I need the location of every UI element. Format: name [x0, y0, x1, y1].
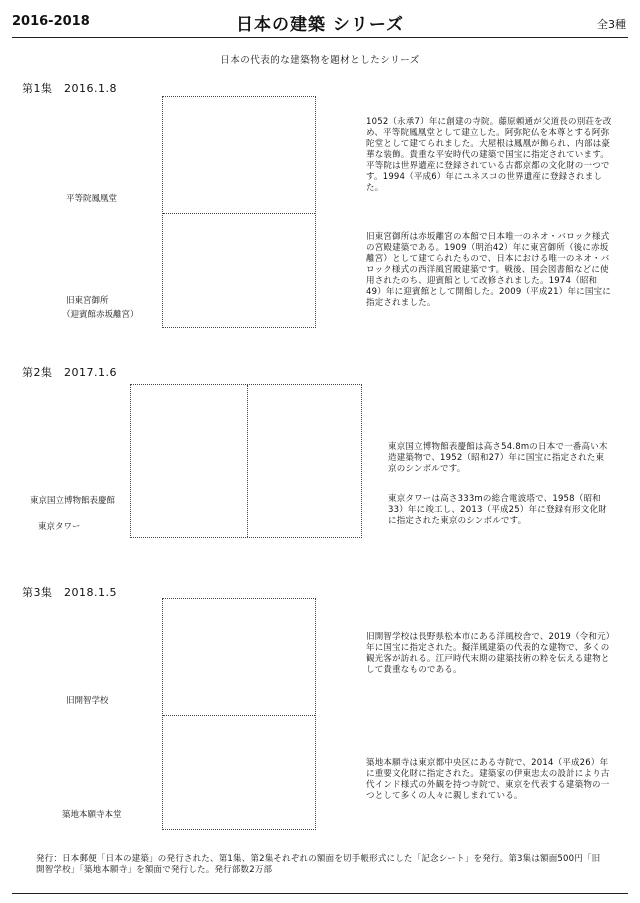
issue-1-stamp-sheet	[162, 96, 316, 328]
footer-divider	[12, 893, 628, 894]
issue-1-description-2: 旧東宮御所は赤坂離宮の本館で日本唯一のネオ・バロック様式の宮殿建築である。1909（明治42）年に東宮御所（後に赤坂離宮）として建てられたもので、日本における唯一のネオ・バロック様式の西洋風宮殿建築です。戦後、国会図書館などに使用されたのち、迎賓館として改修されました。1974（昭和49）年に迎賓館として開館した。2009（平成21）年に国宝に指定されました。	[366, 232, 611, 308]
issue-2-description-1: 東京国立博物館表慶館は高さ54.8mの日本で一番高い木造建築物で、1952（昭和27）年に国宝に指定された東京のシンボルです。	[388, 442, 608, 474]
issue-3-caption-1: 旧開智学校	[66, 696, 109, 706]
issue-3-caption-2: 築地本願寺本堂	[62, 810, 122, 820]
stamp-divider	[163, 213, 315, 214]
series-count: 全3種	[597, 18, 626, 31]
issue-3-description-1: 旧開智学校は長野県松本市にある洋風校舎で、2019（令和元）年に国宝に指定された。擬洋風建築の代表的な建物で、多くの観光客が訪れる。江戸時代末期の建築技術の粋を伝える建物として貴重なものである。	[366, 632, 611, 675]
issue-2-stamp-sheet	[130, 384, 362, 538]
issue-1-caption-3: （迎賓館赤坂離宮）	[62, 310, 139, 320]
issue-3-stamp-sheet	[162, 598, 316, 830]
issue-1-caption-2: 旧東宮御所	[66, 296, 109, 306]
issue-2-description-2: 東京タワーは高さ333mの総合電波塔で、1958（昭和33）年に竣工し、2013（平成25）年に登録有形文化財に指定された東京のシンボルです。	[388, 494, 607, 526]
issue-1-description-1: 1052（永承7）年に創建の寺院。藤原頼通が父道長の別荘を改め、平等院鳳凰堂として建立した。阿弥陀仏を本尊とする阿弥陀堂として建てられました。大屋根は鳳凰が飾られ、内部は豪華な装飾。貴重な平安時代の建築で国宝に指定されています。平等院は世界遺産に登録されている古都京都の文化財の一つです。1994（平成6）年にユネスコの世界遺産に登録されました。	[366, 117, 612, 193]
stamp-divider	[163, 715, 315, 716]
series-subtitle: 日本の代表的な建築物を題材としたシリーズ	[220, 55, 420, 66]
issue-2-caption-2: 東京タワー	[38, 522, 81, 532]
footer-note: 発行：日本郵便「日本の建築」の発行された、第1集、第2集それぞれの額面を切手帳形式にした「記念シート」を発行。第3集は額面500円「旧開智学校」「築地本願寺」を額面で発行した。発行部数2万部	[36, 854, 601, 875]
series-period: 2016-2018	[12, 14, 90, 29]
header-divider	[12, 37, 628, 38]
stamp-divider	[247, 385, 248, 537]
issue-1-caption-1: 平等院鳳凰堂	[66, 194, 118, 204]
issue-3-description-2: 築地本願寺は東京都中央区にある寺院で、2014（平成26）年に重要文化財に指定された。建築家の伊東忠太の設計により古代インド様式の外観を持つ寺院で、東京を代表する建築物の一つとして多くの人々に親しまれている。	[366, 758, 610, 801]
issue-2-caption-1: 東京国立博物館表慶館	[30, 496, 116, 506]
series-title: 日本の建築 シリーズ	[235, 15, 405, 35]
issue-3-heading: 第3集 2018.1.5	[22, 586, 117, 599]
issue-1-heading: 第1集 2016.1.8	[22, 82, 117, 95]
issue-2-heading: 第2集 2017.1.6	[22, 366, 117, 379]
